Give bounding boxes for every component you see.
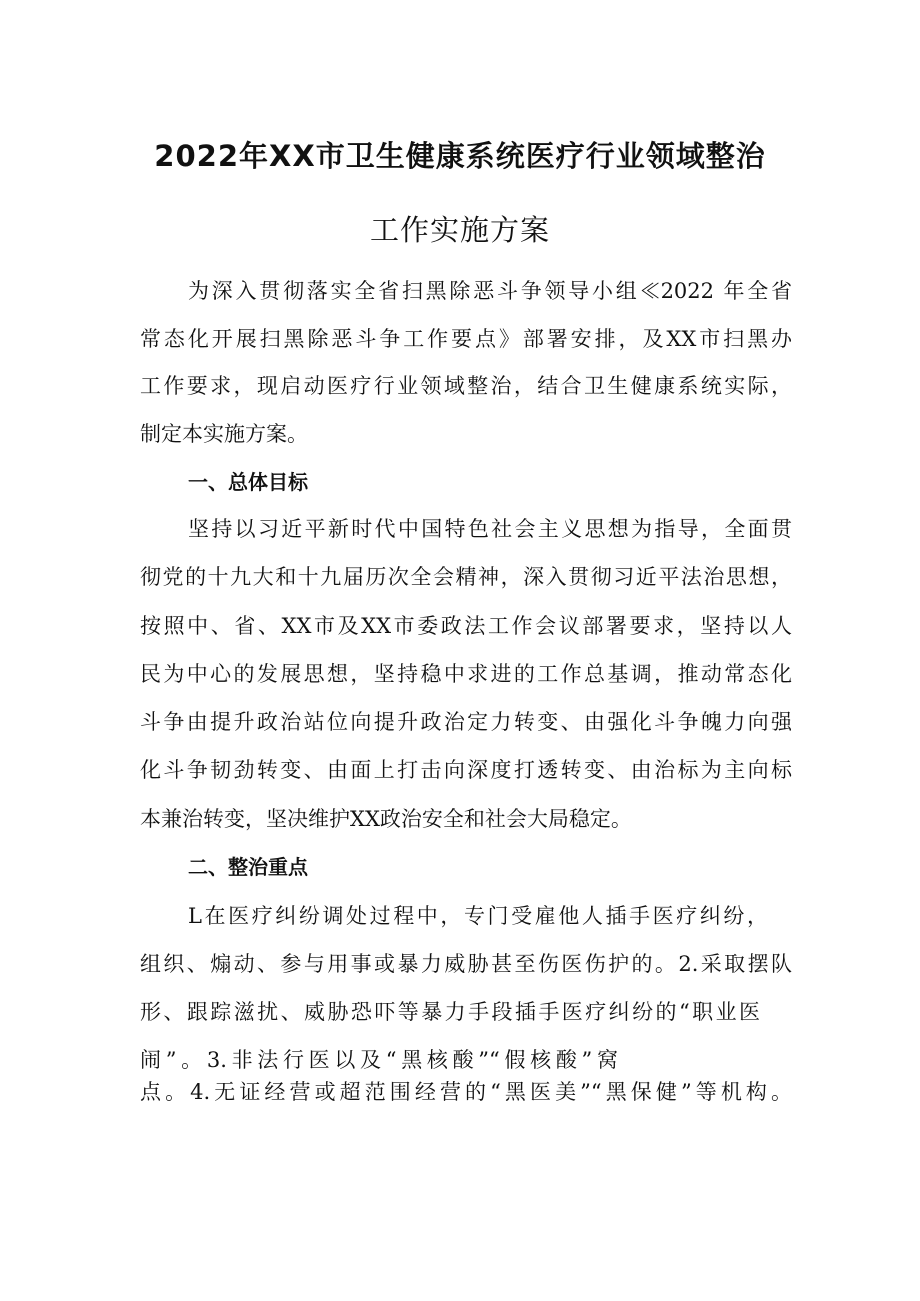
section-2-line-2: 组织、煽动、参与用事或暴力威胁甚至伤医伤护的。2.采取摆队 xyxy=(140,952,792,976)
section-1-line-1: 坚持以习近平新时代中国特色社会主义思想为指导，全面贯 xyxy=(188,517,792,541)
intro-line-4: 制定本实施方案。 xyxy=(140,422,308,446)
section-2-line-3: 形、跟踪滋扰、威胁恐吓等暴力手段插手医疗纠纷的“职业医 xyxy=(140,1000,760,1024)
intro-line-3: 工作要求，现启动医疗行业领域整治，结合卫生健康系统实际， xyxy=(140,374,792,398)
intro-line-1: 为深入贯彻落实全省扫黑除恶斗争领导小组≪2022 年全省 xyxy=(188,279,792,303)
section-1-line-5: 斗争由提升政治站位向提升政治定力转变、由强化斗争魄力向强 xyxy=(140,710,792,734)
section-1-line-6: 化斗争韧劲转变、由面上打击向深度打透转变、由治标为主向标 xyxy=(140,758,792,782)
section-2-line-5: 点。4.无证经营或超范围经营的“黑医美”“黑保健”等机构。 xyxy=(140,1080,792,1104)
intro-line-2: 常态化开展扫黑除恶斗争工作要点》部署安排，及XX市扫黑办 xyxy=(140,327,792,351)
section-1-line-3: 按照中、省、XX市及XX市委政法工作会议部署要求，坚持以人 xyxy=(140,614,792,638)
document-title-line-2: 工作实施方案 xyxy=(369,213,550,247)
section-1-heading: 一、总体目标 xyxy=(188,470,308,494)
section-2-heading: 二、整治重点 xyxy=(188,855,308,879)
section-1-line-7: 本兼治转变，坚决维护XX政治安全和社会大局稳定。 xyxy=(140,807,632,831)
section-1-line-4: 民为中心的发展思想，坚持稳中求进的工作总基调，推动常态化 xyxy=(140,662,792,686)
section-2-line-1: L在医疗纠纷调处过程中，专门受雇他人插手医疗纠纷， xyxy=(188,904,768,928)
document-title-line-1: 2022年XX市卫生健康系统医疗行业领域整治 xyxy=(154,139,766,173)
section-1-line-2: 彻党的十九大和十九届历次全会精神，深入贯彻习近平法治思想， xyxy=(140,565,792,589)
section-2-line-4: 闹”。3.非法行医以及“黑核酸”“假核酸”窝 xyxy=(140,1048,618,1072)
